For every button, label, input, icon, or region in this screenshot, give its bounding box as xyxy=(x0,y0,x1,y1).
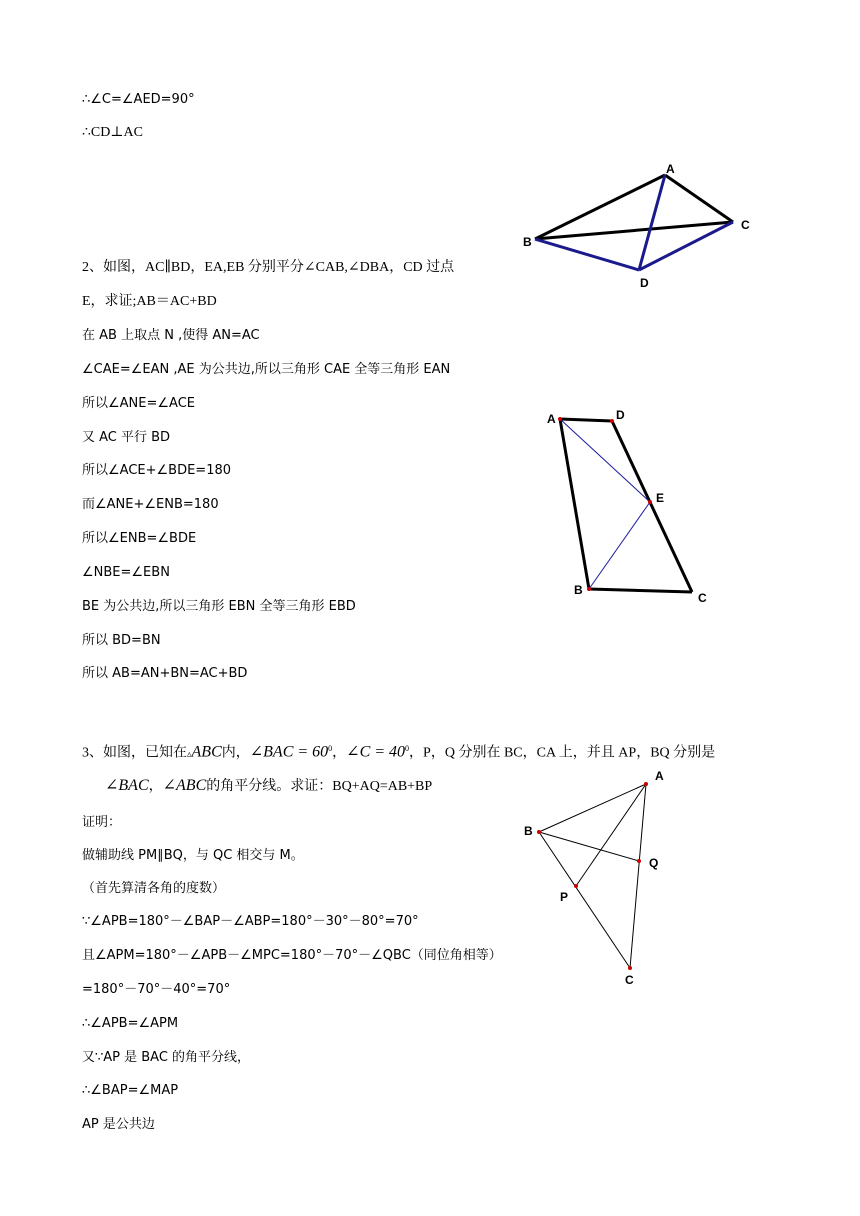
figure-triangle-abc xyxy=(515,765,675,995)
text-line-11: 所以∠ENB=∠BDE xyxy=(82,531,197,546)
text-line-7: 所以∠ANE=∠ACE xyxy=(82,396,195,411)
label-q: Q xyxy=(649,856,659,870)
text-line-20: 且∠APM=180°－∠APB－∠MPC=180°－70°－∠QBC（同位角相等） xyxy=(82,948,502,963)
text-line-23: 又∵AP 是 BAC 的角平分线， xyxy=(82,1050,251,1065)
text-line-21: =180°－70°－40°=70° xyxy=(82,982,231,997)
segment-dc xyxy=(612,421,692,592)
segment-ac xyxy=(630,784,646,968)
label-p: P xyxy=(560,890,569,904)
segment-ac xyxy=(665,175,733,222)
label-c: C xyxy=(625,973,634,987)
point-b xyxy=(587,587,591,591)
segment-ad xyxy=(639,175,665,270)
label-d: D xyxy=(616,408,625,422)
text-line-5: 在 AB 上取点 N ,使得 AN=AC xyxy=(82,328,260,343)
point-e xyxy=(648,500,652,504)
label-b: B xyxy=(524,824,533,838)
text-line-18: （首先算清各角的度数） xyxy=(82,881,226,896)
text-line-9: 所以∠ACE+∠BDE=180 xyxy=(82,463,232,478)
text-line-12: ∠NBE=∠EBN xyxy=(82,565,170,580)
segment-ad xyxy=(560,419,612,421)
proof-label: 证明： xyxy=(82,815,122,830)
problem3-in: 内， xyxy=(221,745,250,761)
label-c: C xyxy=(741,218,750,232)
text-line-13: BE 为公共边,所以三角形 EBN 全等三角形 EBD xyxy=(82,599,356,614)
problem3-sep: ， xyxy=(148,779,163,794)
segment-bc xyxy=(589,589,692,592)
problem3-line-1 xyxy=(82,740,715,763)
label-a: A xyxy=(666,162,675,176)
text-line-10: 而∠ANE+∠ENB=180 xyxy=(82,497,219,512)
label-d: D xyxy=(640,276,649,290)
label-e: E xyxy=(656,491,665,505)
problem3-prefix: 3、如图，已知在 xyxy=(82,745,187,761)
angle-c-expr: ∠C = 40 xyxy=(346,743,406,761)
point-q xyxy=(637,859,641,863)
point-d xyxy=(610,419,614,423)
point-p xyxy=(574,884,578,888)
segment-bq xyxy=(539,832,639,861)
point-c xyxy=(628,966,632,970)
text-line-6: ∠CAE=∠EAN ,AE 为公共边,所以三角形 CAE 全等三角形 EAN xyxy=(82,362,451,377)
problem3-line2-rest: 的角平分线。求证：BQ+AQ=AB+BP xyxy=(206,779,433,794)
point-b xyxy=(537,830,541,834)
figure-trapezoid-abcd xyxy=(540,405,720,605)
triangle-name: ABC xyxy=(191,743,222,761)
segment-be xyxy=(589,502,650,589)
text-line-25: AP 是公共边 xyxy=(82,1117,155,1132)
segment-bd xyxy=(535,239,639,270)
text-line-17: 做辅助线 PM∥BQ，与 QC 相交与 M。 xyxy=(82,848,304,863)
text-line-1: ∴∠C=∠AED=90° xyxy=(82,92,195,107)
text-line-8: 又 AC 平行 BD xyxy=(82,430,171,445)
angle-abc: ∠ABC xyxy=(162,777,207,794)
problem3-line-2 xyxy=(105,777,432,796)
angle-bac-expr: ∠BAC = 60 xyxy=(249,743,329,761)
degree-superscript-1: 0 xyxy=(328,744,333,753)
text-line-15: 所以 AB=AN+BN=AC+BD xyxy=(82,666,248,681)
problem2-line-1: 2、如图，AC∥BD，EA,EB 分别平分∠CAB,∠DBA，CD 过点 xyxy=(82,260,455,275)
figure-quadrilateral-abcd xyxy=(520,160,760,290)
segment-ab xyxy=(560,419,589,589)
triangle-symbol: ▵ xyxy=(187,748,192,759)
point-a xyxy=(558,417,562,421)
degree-superscript-2: 0 xyxy=(405,744,410,753)
text-line-22: ∴∠APB=∠APM xyxy=(82,1016,179,1031)
problem3-comma: ， xyxy=(332,745,347,761)
point-a xyxy=(644,782,648,786)
text-line-14: 所以 BD=BN xyxy=(82,633,161,648)
label-a: A xyxy=(655,769,664,783)
label-a: A xyxy=(547,412,556,426)
label-c: C xyxy=(698,591,707,605)
angle-bac: ∠BAC xyxy=(105,777,149,794)
segment-bc xyxy=(539,832,630,968)
text-line-19: ∵∠APB=180°－∠BAP－∠ABP=180°－30°－80°=70° xyxy=(82,914,419,929)
label-b: B xyxy=(574,583,583,597)
label-b: B xyxy=(523,235,532,249)
problem2-line-2: E，求证;AB＝AC+BD xyxy=(82,294,217,309)
text-line-24: ∴∠BAP=∠MAP xyxy=(82,1083,179,1098)
problem3-rest: ，P，Q 分别在 BC，CA 上，并且 AP，BQ 分别是 xyxy=(409,745,716,761)
text-line-2: ∴CD⊥AC xyxy=(82,125,143,140)
